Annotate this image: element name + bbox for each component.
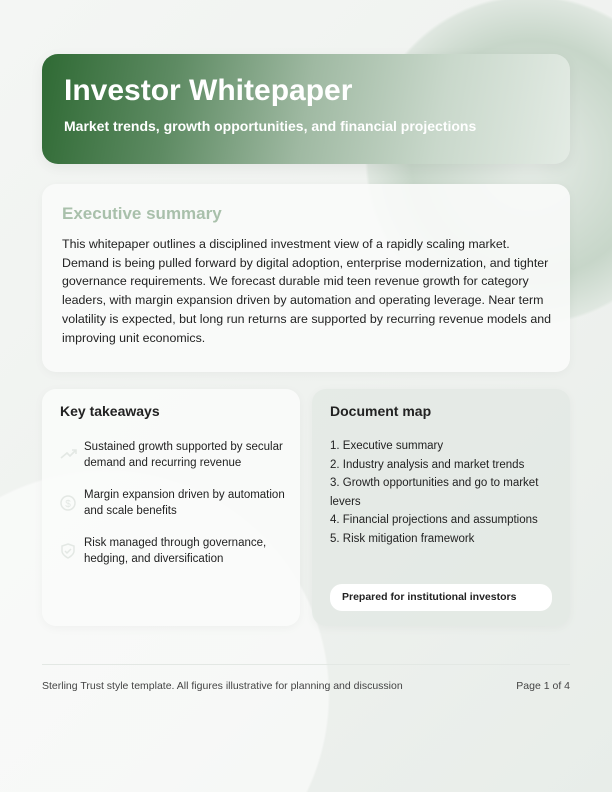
footer-divider <box>42 664 570 665</box>
summary-body: This whitepaper outlines a disciplined investment view of a rapidly scaling market. Demand is being pulled forward by digital adoption, enterprise modernization, and tighter governance requirements. We forecast durable mid teen revenue growth for category leaders, with margin expansion driven by automation and operating leverage. Near term volatility is expected, but long run returns are supported by recurring revenue models and improving unit economics. <box>62 237 552 345</box>
key-takeaways-card <box>42 389 300 626</box>
page-title: Investor Whitepaper <box>64 74 353 107</box>
footer-note: Sterling Trust style template. All figures illustrative for planning and discussion <box>42 680 403 692</box>
takeaway-item <box>60 439 290 471</box>
document-map-card <box>312 389 570 626</box>
document-map-item: 1. Executive summary <box>330 440 444 452</box>
document-map-item: 2. Industry analysis and market trends <box>330 458 525 471</box>
takeaway-item <box>60 535 290 567</box>
page-subtitle: Market trends, growth opportunities, and financial projections <box>64 118 477 134</box>
takeaway-item <box>60 487 290 519</box>
takeaway-text: Margin expansion driven by automation and scale benefits <box>84 489 285 517</box>
shield-check-icon <box>60 535 84 567</box>
section-heading: Executive summary <box>62 204 222 223</box>
document-map-item: 4. Financial projections and assumptions <box>330 514 538 526</box>
header-banner <box>42 54 570 164</box>
svg-text:$: $ <box>65 499 71 510</box>
card-heading: Key takeaways <box>60 403 160 419</box>
document-map-item: 3. Growth opportunities and go to market levers <box>330 477 539 508</box>
trend-up-icon <box>60 439 84 471</box>
dollar-icon <box>60 487 84 519</box>
page-number: Page 1 of 4 <box>516 680 570 692</box>
card-heading: Document map <box>330 403 432 419</box>
executive-summary-card <box>42 184 570 372</box>
document-map-item: 5. Risk mitigation framework <box>330 532 475 545</box>
takeaway-text: Risk managed through governance, hedging, and diversification <box>84 537 267 565</box>
takeaway-text: Sustained growth supported by secular demand and recurring revenue <box>84 441 283 469</box>
document-map-list <box>330 437 562 548</box>
audience-badge: Prepared for institutional investors <box>330 584 552 611</box>
